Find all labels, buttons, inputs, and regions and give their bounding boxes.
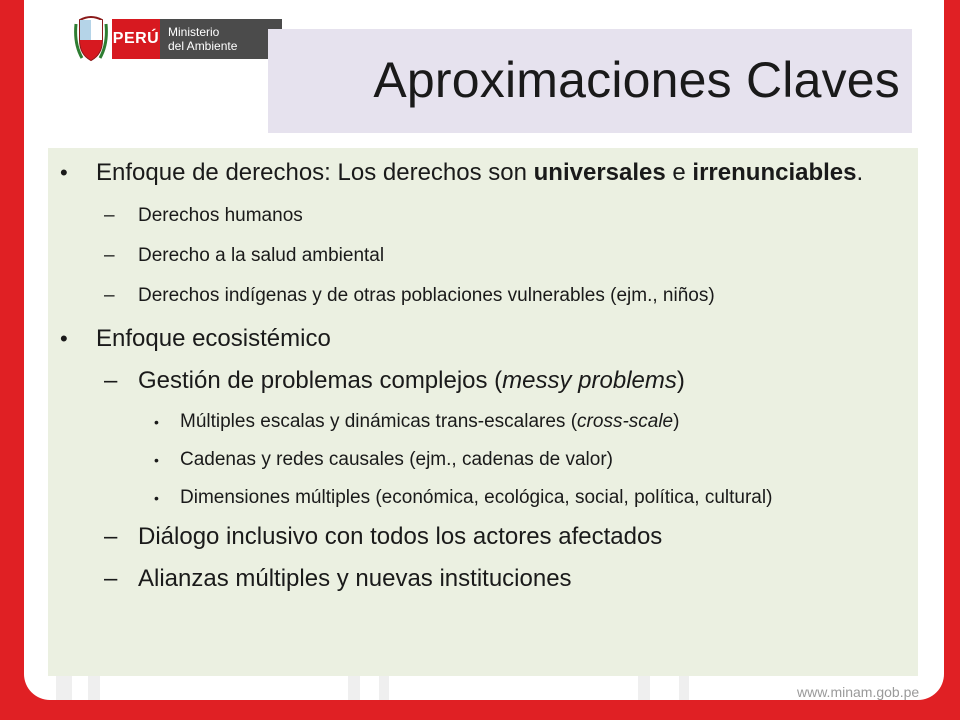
bullet-list [48, 156, 908, 596]
sub-sub-bullet-item: • Múltiples escalas y dinámicas trans-escalares (cross-scale) [48, 408, 908, 436]
bullet-icon: • [154, 414, 159, 430]
dash-icon: – [104, 367, 118, 394]
footer-url: www.minam.gob.pe [797, 684, 920, 700]
peru-label: PERÚ [112, 19, 160, 59]
sub-sub-bullet-item: • Cadenas y redes causales (ejm., cadenas de valor) [48, 446, 908, 474]
bullet-icon: • [154, 452, 159, 468]
bullet-item: • Enfoque ecosistémico [48, 322, 908, 356]
sub-bullet-item: – Derechos indígenas y de otras poblaciones vulnerables (ejm., niños) [48, 282, 908, 310]
sub-bullet-item: – Derechos humanos [48, 202, 908, 230]
bold-text: irrenunciables [692, 159, 857, 186]
ministry-logo [74, 14, 282, 64]
ministry-line-1: Ministerio [168, 25, 220, 39]
bullet-icon: • [154, 490, 159, 506]
bold-text: universales [533, 159, 666, 186]
bullet-icon: • [60, 326, 68, 351]
dash-icon: – [104, 205, 115, 226]
sub-sub-bullet-item: • Dimensiones múltiples (económica, ecológica, social, política, cultural) [48, 484, 908, 512]
italic-text: messy problems [502, 367, 677, 394]
dash-icon: – [104, 565, 118, 592]
slide [24, 0, 944, 700]
sub-bullet-item: – Derecho a la salud ambiental [48, 242, 908, 270]
ministry-label [160, 19, 282, 59]
content-box [48, 148, 918, 676]
sub-bullet-item: – Alianzas múltiples y nuevas instituciones [48, 562, 908, 596]
sub-bullet-item: – Diálogo inclusivo con todos los actores afectados [48, 520, 908, 554]
bullet-item: • Enfoque de derechos: Los derechos son universales e irrenunciables. [48, 156, 908, 190]
italic-text: cross-scale [577, 411, 674, 432]
peru-coat-of-arms-icon [74, 14, 108, 64]
slide-title: Aproximaciones Claves [373, 52, 900, 108]
dash-icon: – [104, 523, 118, 550]
bullet-icon: • [60, 160, 68, 185]
ministry-line-2: del Ambiente [168, 39, 238, 53]
title-box [268, 29, 912, 133]
dash-icon: – [104, 285, 115, 306]
dash-icon: – [104, 245, 115, 266]
sub-bullet-item: – Gestión de problemas complejos (messy problems) [48, 364, 908, 398]
